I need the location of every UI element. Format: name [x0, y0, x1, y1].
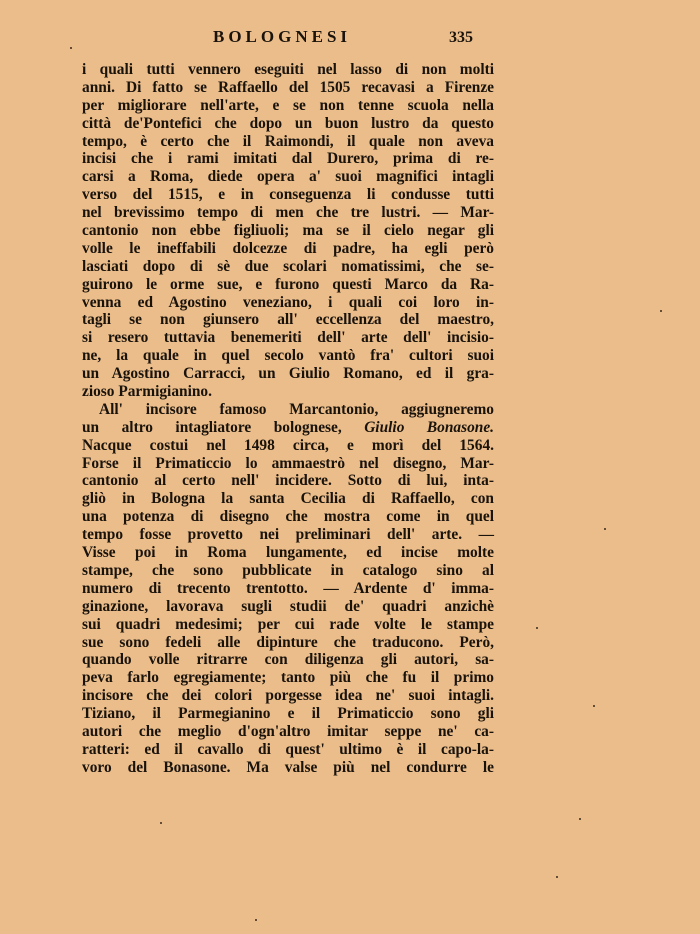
paper-speck [604, 528, 606, 530]
text-line: tagli se non giunsero all' eccellenza del maestro, [82, 311, 494, 329]
text-line: un Agostino Carracci, un Giulio Romano, ed il gra- [82, 365, 494, 383]
text-line: ratteri: ed il cavallo di quest' ultimo è il capo-la- [82, 740, 494, 758]
text-line: gliò in Bologna la santa Cecilia di Raffaello, con [82, 490, 494, 508]
text-line: quando volle ritrarre con diligenza gli autori, sa- [82, 651, 494, 669]
text-line: un altro intagliatore bolognese, Giulio Bonasone. [82, 418, 495, 436]
text-line: nel brevissimo tempo di men che tre lustri. — Mar- [82, 204, 494, 222]
text-line: incisi che i rami imitati dal Durero, prima di re- [82, 150, 494, 168]
text-line: guirono le orme sue, e furono questi Marco da Ra- [82, 275, 494, 293]
text-line: Nacque costui nel 1498 circa, e morì del 1564. [82, 436, 494, 454]
italic-name: Giulio Bonasone. [364, 418, 495, 436]
text-line: verso del 1515, e in conseguenza li condusse tutti [82, 186, 494, 204]
text-line: zioso Parmigianino. [82, 383, 212, 401]
text-line: autori che meglio d'ogn'altro imitar seppe ne' ca- [82, 722, 494, 740]
text-line: Visse poi in Roma lungamente, ed incise molte [82, 544, 494, 562]
text-line: si resero tuttavia benemeriti dell' arte dell' incisio- [82, 329, 494, 347]
paper-speck [70, 47, 72, 49]
text-line: numero di trecento trentotto. — Ardente d' imma- [82, 579, 494, 597]
text-line: i quali tutti vennero eseguiti nel lasso di non molti [82, 61, 494, 78]
text-line: una potenza di disegno che mostra come in quel [82, 508, 494, 526]
text-line: venna ed Agostino veneziano, i quali coi loro in- [82, 293, 494, 311]
paper-speck [255, 919, 257, 921]
text-line: cantonio al certo nell' incidere. Sotto di lui, inta- [82, 472, 494, 490]
text-line: ginazione, lavorava sugli studii de' quadri anzichè [82, 597, 494, 615]
text-line: peva farlo egregiamente; tanto più che fu il primo [82, 669, 494, 687]
text-line: Forse il Primaticcio lo ammaestrò nel disegno, Mar- [82, 454, 494, 472]
body-text [82, 61, 494, 777]
text-line: anni. Di fatto se Raffaello del 1505 recavasi a Firenze [82, 78, 494, 96]
paper-speck [579, 818, 581, 820]
text-line: All' incisore famoso Marcantonio, aggiugneremo [99, 400, 494, 418]
page-number: 335 [449, 29, 473, 46]
text-line: tempo fosse provetto nei preliminari dell' arte. — [82, 526, 494, 544]
running-title: BOLOGNESI [213, 27, 352, 46]
text-line: per migliorare nell'arte, e se non tenne scuola nella [82, 96, 494, 114]
text-line: sue sono fedeli alle dipinture che traducono. Però, [82, 633, 494, 651]
text-line: cantonio non ebbe figliuoli; ma se il cielo negar gli [82, 222, 494, 240]
text-line: tempo, è certo che il Raimondi, il quale non aveva [82, 132, 494, 150]
text-line: stampe, che sono pubblicate in catalogo sino al [82, 561, 494, 579]
paper-speck [593, 705, 595, 707]
text-line: lasciati dopo di sè due scolari nomatissimi, che se- [82, 257, 494, 275]
text-line: città de'Pontefici che dopo un buon lustro da questo [82, 114, 494, 132]
text-line: sui quadri medesimi; per cui rade volte le stampe [82, 615, 494, 633]
paper-speck [160, 822, 162, 824]
text-line: carsi a Roma, diede opera a' suoi magnifici intagli [82, 168, 494, 186]
text-line: incisore che dei colori porgesse idea ne' suoi intagli. [82, 687, 494, 705]
text-line: ne, la quale in quel secolo vantò fra' cultori suoi [82, 347, 494, 365]
text-line: volle le ineffabili dolcezze di padre, ha egli però [82, 239, 494, 257]
text-line: Tiziano, il Parmegianino e il Primaticcio sono gli [82, 705, 494, 723]
running-head [0, 27, 700, 49]
paper-speck [556, 876, 558, 878]
paper-speck [660, 310, 662, 312]
text-line: voro del Bonasone. Ma valse più nel condurre le [82, 758, 494, 776]
paper-speck [536, 627, 538, 629]
